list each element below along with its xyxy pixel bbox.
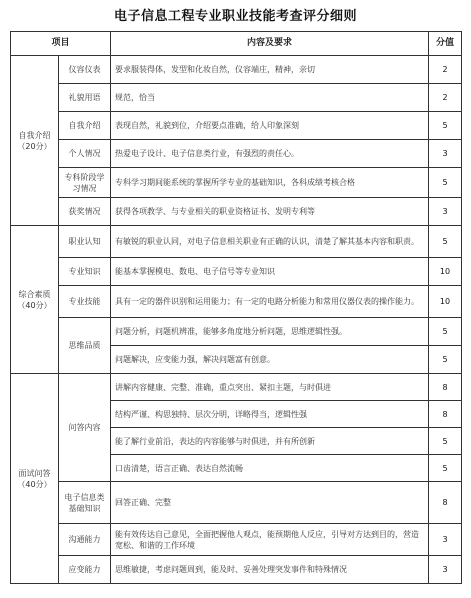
table-row — [11, 140, 462, 168]
subitem-label: 专科阶段学习情况 — [59, 168, 111, 198]
table-row — [11, 482, 462, 524]
score-value: 2 — [429, 84, 462, 112]
subitem-label: 沟通能力 — [59, 524, 111, 556]
header-score: 分值 — [429, 32, 462, 56]
score-value: 5 — [429, 318, 462, 346]
score-value: 3 — [429, 140, 462, 168]
requirement-text: 思维敏捷，考虑问题周到，能及时、妥善处理突发事件和特殊情况 — [111, 556, 429, 584]
subitem-label: 仪容仪表 — [59, 56, 111, 84]
requirement-text: 能基本掌握模电、数电、电子信号等专业知识 — [111, 258, 429, 286]
requirement-text: 能有效传达自己意见，全面把握他人观点，能预期他人反应，引导对方达到目的，营造宽松、和谐的工作环境 — [111, 524, 429, 556]
subitem-label: 应变能力 — [59, 556, 111, 584]
subitem-label: 自我介绍 — [59, 112, 111, 140]
table-row — [11, 286, 462, 318]
score-value: 2 — [429, 56, 462, 84]
table-row — [11, 56, 462, 84]
table-row — [11, 112, 462, 140]
table-row — [11, 84, 462, 112]
subitem-label: 职业认知 — [59, 226, 111, 258]
table-row — [11, 524, 462, 556]
score-value: 3 — [429, 198, 462, 226]
subitem-label: 专业技能 — [59, 286, 111, 318]
table-row — [11, 168, 462, 198]
requirement-text: 结构严谨、构思独特、层次分明，详略得当，逻辑性强 — [111, 401, 429, 428]
subitem-label: 获奖情况 — [59, 198, 111, 226]
score-value: 5 — [429, 112, 462, 140]
category-overall-quality: 综合素质（40分） — [11, 226, 59, 374]
table-header-row — [11, 32, 462, 56]
subitem-label: 个人情况 — [59, 140, 111, 168]
table-row — [11, 198, 462, 226]
requirement-text: 要求服装得体，发型和化妆自然，仪容端庄，精神，亲切 — [111, 56, 429, 84]
score-value: 5 — [429, 455, 462, 482]
requirement-text: 讲解内容健康、完整、准确，重点突出、紧扣主题，与时俱进 — [111, 374, 429, 401]
score-value: 5 — [429, 226, 462, 258]
table-row — [11, 226, 462, 258]
document-title: 电子信息工程专业职业技能考查评分细则 — [113, 9, 357, 24]
table-row — [11, 374, 462, 401]
requirement-text: 获得各项教学、与专业相关的职业资格证书、发明专利等 — [111, 198, 429, 226]
score-value: 8 — [429, 374, 462, 401]
requirement-text: 回答正确、完整 — [111, 482, 429, 524]
requirement-text: 问题分析，问题机辨准，能够多角度地分析问题，思维逻辑性强。 — [111, 318, 429, 346]
table-row — [11, 258, 462, 286]
requirement-text: 能了解行业前沿，表达的内容能够与时俱进，并有所创新 — [111, 428, 429, 455]
subitem-label: 专业知识 — [59, 258, 111, 286]
requirement-text: 表现自然，礼貌到位，介绍要点准确，给人印象深刻 — [111, 112, 429, 140]
score-value: 3 — [429, 524, 462, 556]
subitem-label: 问答内容 — [59, 374, 111, 482]
requirement-text: 有敏锐的职业认同，对电子信息相关职业有正确的认识，清楚了解其基本内容和职责。 — [111, 226, 429, 258]
header-content: 内容及要求 — [111, 32, 429, 56]
score-value: 5 — [429, 168, 462, 198]
score-value: 10 — [429, 258, 462, 286]
requirement-text: 问题解决，应变能力强，解决问题富有创意。 — [111, 346, 429, 374]
category-interview-qa: 面试问答（40分） — [11, 374, 59, 584]
score-value: 5 — [429, 428, 462, 455]
subitem-label: 礼貌用语 — [59, 84, 111, 112]
table-row — [11, 556, 462, 584]
category-self-intro: 自我介绍（20分） — [11, 56, 59, 226]
subitem-label: 电子信息类基础知识 — [59, 482, 111, 524]
subitem-label: 思维品质 — [59, 318, 111, 374]
requirement-text: 热爱电子设计、电子信息类行业，有强烈的责任心。 — [111, 140, 429, 168]
scoring-table — [10, 31, 462, 584]
score-value: 8 — [429, 401, 462, 428]
requirement-text: 专科学习期间能系统的掌握所学专业的基础知识，各科成绩考核合格 — [111, 168, 429, 198]
score-value: 10 — [429, 286, 462, 318]
score-value: 5 — [429, 346, 462, 374]
requirement-text: 具有一定的器件识别和运用能力；有一定的电路分析能力和常用仪器仪表的操作能力。 — [111, 286, 429, 318]
header-item: 项目 — [11, 32, 111, 56]
requirement-text: 规范，恰当 — [111, 84, 429, 112]
table-row — [11, 318, 462, 346]
score-value: 8 — [429, 482, 462, 524]
requirement-text: 口齿清楚，语言正确、表达自然流畅 — [111, 455, 429, 482]
score-value: 3 — [429, 556, 462, 584]
